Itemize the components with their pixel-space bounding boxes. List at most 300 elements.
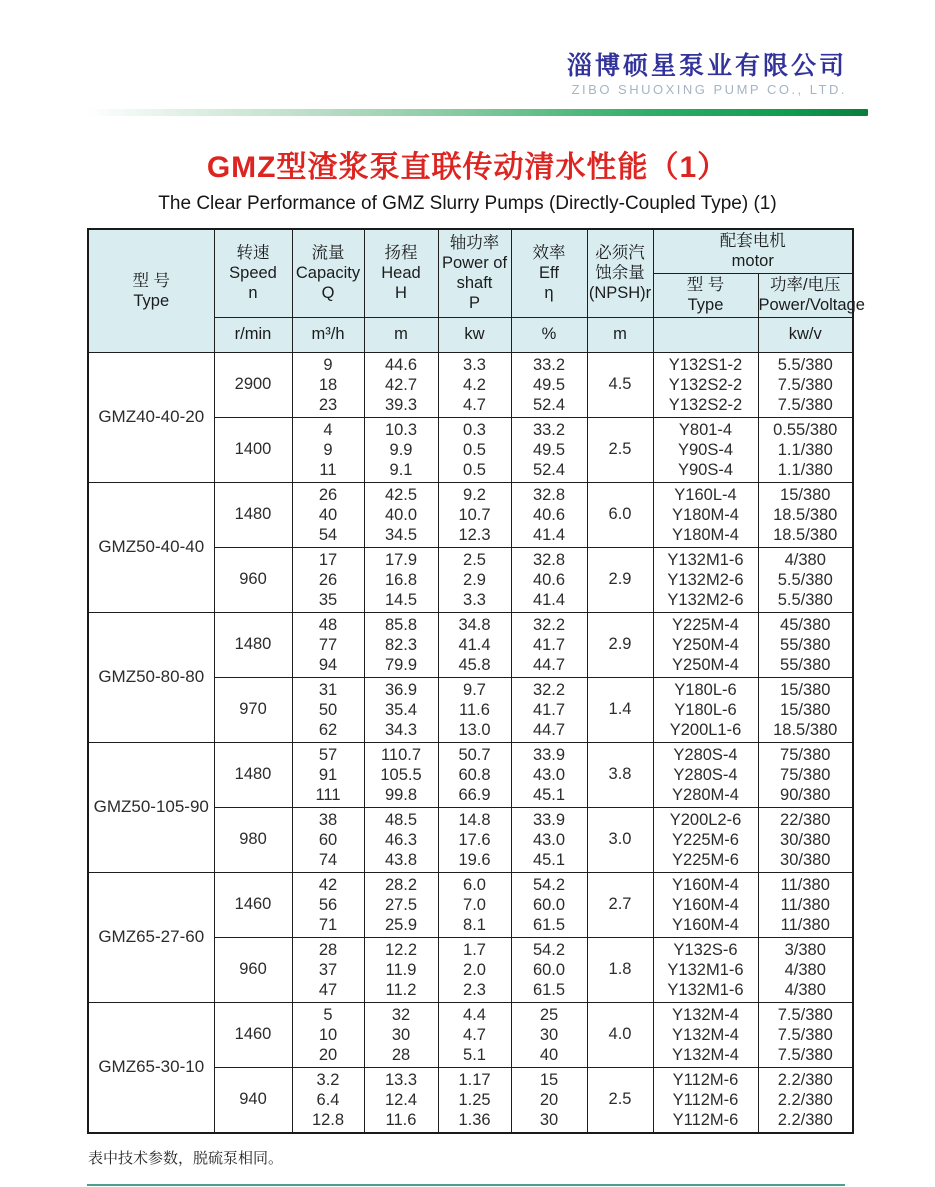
header-speed-sym: n (248, 284, 258, 303)
value-line: 2.2/380 (777, 1090, 833, 1109)
value-line: 31 (318, 680, 338, 699)
value-line: 54.2 (532, 875, 566, 894)
value-line: 26 (318, 485, 338, 504)
value-line: 22/380 (780, 810, 831, 829)
value-line: 35 (318, 590, 338, 609)
value-line: 48 (318, 615, 338, 634)
value-line: 35.4 (384, 700, 418, 719)
value-line: 9 (323, 355, 333, 374)
value-line: Y225M-6 (672, 850, 739, 869)
head-cell (364, 742, 438, 807)
value-line: 34.8 (458, 615, 491, 634)
shaft-power-cell (438, 417, 511, 482)
value-line: 44.7 (532, 655, 566, 674)
value-line: 61.5 (532, 915, 566, 934)
unit-motor-type (653, 317, 758, 352)
capacity-cell (292, 937, 364, 1002)
shaft-power-cell (438, 612, 511, 677)
value-line: 61.5 (532, 980, 566, 999)
value-line: 110.7 (380, 745, 422, 764)
value-line: 18.5/380 (773, 505, 838, 524)
value-line: 39.3 (384, 395, 418, 414)
capacity-cell (292, 1002, 364, 1067)
speed-cell: 1460 (214, 1002, 292, 1067)
value-line: 11.2 (385, 980, 417, 999)
value-line: 3.3 (463, 355, 486, 374)
value-line: 42 (318, 875, 338, 894)
value-line: 15/380 (780, 485, 831, 504)
value-line: Y280S-4 (673, 745, 738, 764)
value-line: 9 (323, 440, 333, 459)
capacity-cell (292, 352, 364, 417)
table-row (88, 352, 853, 417)
value-line: 40 (539, 1045, 559, 1064)
header-speed (214, 229, 292, 317)
value-line: 17 (318, 550, 338, 569)
value-line: Y160L-4 (674, 485, 737, 504)
table-body (88, 352, 853, 1133)
value-line: 90/380 (780, 785, 831, 804)
capacity-cell (292, 417, 364, 482)
value-line: 49.5 (532, 375, 566, 394)
header-motor-type-en: Type (687, 296, 724, 314)
capacity-cell (292, 872, 364, 937)
header-capacity-en: Capacity (295, 264, 361, 283)
value-line: Y132S2-2 (668, 395, 743, 414)
header-eff-sym: η (544, 284, 554, 303)
value-line: 40.6 (532, 505, 566, 524)
value-line: 54.2 (532, 940, 566, 959)
value-line: 11 (319, 460, 337, 479)
value-line: 0.5 (463, 440, 486, 459)
value-line: Y801-4 (678, 420, 733, 439)
motor-pv-cell (758, 872, 853, 937)
header-head (364, 229, 438, 317)
value-line: 11/380 (780, 915, 830, 934)
value-line: Y132M1-6 (667, 550, 744, 569)
motor-pv-cell (758, 612, 853, 677)
npsh-cell: 3.0 (587, 807, 653, 872)
value-line: 66.9 (458, 785, 491, 804)
header-head-cn: 扬程 (384, 244, 418, 263)
motor-type-cell (653, 937, 758, 1002)
value-line: 60.0 (532, 895, 566, 914)
motor-pv-cell (758, 937, 853, 1002)
value-line: Y132S2-2 (668, 375, 743, 394)
value-line: 33.9 (532, 810, 566, 829)
value-line: 52.4 (532, 395, 566, 414)
value-line: Y90S-4 (677, 440, 734, 459)
value-line: 46.3 (384, 830, 418, 849)
value-line: 28.2 (384, 875, 418, 894)
value-line: 42.7 (384, 375, 418, 394)
motor-pv-cell (758, 547, 853, 612)
head-cell (364, 482, 438, 547)
value-line: 32.2 (532, 680, 566, 699)
value-line: 33.2 (532, 420, 566, 439)
value-line: Y200L2-6 (669, 810, 742, 829)
value-line: 7.5/380 (777, 1005, 833, 1024)
head-cell (364, 612, 438, 677)
value-line: Y250M-4 (672, 655, 739, 674)
value-line: 3.3 (463, 590, 486, 609)
value-line: 12.8 (311, 1110, 345, 1129)
value-line: Y132M2-6 (667, 590, 744, 609)
value-line: 1.17 (458, 1070, 491, 1089)
motor-type-cell (653, 872, 758, 937)
value-line: Y132S-6 (673, 940, 738, 959)
value-line: 7.5/380 (777, 375, 833, 394)
value-line: 30 (539, 1110, 559, 1129)
value-line: 7.5/380 (777, 395, 833, 414)
header-motor-en: motor (731, 252, 774, 271)
value-line: Y132M2-6 (667, 570, 744, 589)
speed-cell: 960 (214, 937, 292, 1002)
value-line: 32 (391, 1005, 411, 1024)
value-line: 1.25 (458, 1090, 491, 1109)
value-line: 54 (318, 525, 338, 544)
footer-divider-line (87, 1184, 845, 1186)
table-row (88, 1002, 853, 1067)
value-line: 27.5 (384, 895, 418, 914)
value-line: 25.9 (384, 915, 418, 934)
value-line: 2.2/380 (777, 1110, 833, 1129)
header-speed-cn: 转速 (236, 244, 270, 263)
value-line: Y280S-4 (673, 765, 738, 784)
npsh-cell: 2.5 (587, 417, 653, 482)
capacity-cell (292, 547, 364, 612)
motor-pv-cell (758, 1067, 853, 1133)
value-line: 55/380 (780, 655, 831, 674)
model-cell: GMZ65-30-10 (88, 1002, 214, 1133)
motor-type-cell (653, 1067, 758, 1133)
shaft-power-cell (438, 482, 511, 547)
header-head-en: Head (381, 264, 421, 283)
value-line: 2.2/380 (777, 1070, 833, 1089)
value-line: 34.5 (384, 525, 418, 544)
head-cell (364, 547, 438, 612)
shaft-power-cell (438, 872, 511, 937)
value-line: 41.4 (532, 590, 566, 609)
value-line: 12.2 (384, 940, 418, 959)
value-line: Y160M-4 (672, 895, 739, 914)
npsh-cell: 4.5 (587, 352, 653, 417)
value-line: 9.9 (389, 440, 413, 459)
value-line: 18 (318, 375, 338, 394)
footer-note: 表中技术参数，脱硫泵相同。 (88, 1149, 284, 1167)
value-line: 30/380 (780, 830, 831, 849)
value-line: 45.1 (532, 850, 566, 869)
value-line: Y112M-6 (672, 1070, 739, 1089)
value-line: 11/380 (780, 875, 830, 894)
npsh-cell: 1.4 (587, 677, 653, 742)
header-capacity (292, 229, 364, 317)
shaft-power-cell (438, 1002, 511, 1067)
header-capacity-sym: Q (321, 284, 335, 303)
head-cell (364, 1067, 438, 1133)
value-line: 4 (323, 420, 333, 439)
company-name-cn: 淄博硕星泵业有限公司 (566, 52, 847, 80)
value-line: 33.2 (532, 355, 566, 374)
value-line: 77 (318, 635, 338, 654)
motor-type-cell (653, 612, 758, 677)
unit-npsh: m (587, 317, 653, 352)
value-line: 5.5/380 (777, 590, 833, 609)
motor-pv-cell (758, 482, 853, 547)
eff-cell (511, 742, 587, 807)
value-line: 42.5 (384, 485, 418, 504)
value-line: 75/380 (780, 765, 831, 784)
value-line: 23 (318, 395, 338, 414)
value-line: 56 (318, 895, 338, 914)
speed-cell: 970 (214, 677, 292, 742)
eff-cell (511, 807, 587, 872)
motor-pv-cell (758, 352, 853, 417)
header-motor (653, 229, 853, 273)
model-cell: GMZ50-80-80 (88, 612, 214, 742)
value-line: Y225M-6 (672, 830, 739, 849)
value-line: 14.5 (384, 590, 418, 609)
value-line: 4/380 (784, 550, 826, 569)
value-line: 60.8 (458, 765, 491, 784)
value-line: 0.3 (463, 420, 486, 439)
model-cell: GMZ50-105-90 (88, 742, 214, 872)
speed-cell: 940 (214, 1067, 292, 1133)
motor-type-cell (653, 482, 758, 547)
value-line: 43.0 (532, 830, 566, 849)
shaft-power-cell (438, 547, 511, 612)
value-line: 19.6 (458, 850, 491, 869)
eff-cell (511, 937, 587, 1002)
value-line: 49.5 (532, 440, 566, 459)
unit-shaft-power: kw (438, 317, 511, 352)
speed-cell: 1480 (214, 612, 292, 677)
eff-cell (511, 417, 587, 482)
value-line: Y180M-4 (672, 525, 739, 544)
value-line: 40 (318, 505, 338, 524)
speed-cell: 1480 (214, 742, 292, 807)
value-line: 37 (318, 960, 338, 979)
table-row (88, 742, 853, 807)
npsh-cell: 2.7 (587, 872, 653, 937)
capacity-cell (292, 677, 364, 742)
value-line: 1.36 (458, 1110, 491, 1129)
speed-cell: 980 (214, 807, 292, 872)
value-line: Y180M-4 (672, 505, 739, 524)
value-line: 34.3 (384, 720, 418, 739)
value-line: 94 (318, 655, 338, 674)
value-line: 45/380 (780, 615, 831, 634)
eff-cell (511, 547, 587, 612)
head-cell (364, 937, 438, 1002)
value-line: 4/380 (784, 980, 826, 999)
value-line: 41.7 (532, 635, 566, 654)
speed-cell: 1480 (214, 482, 292, 547)
value-line: 5.1 (463, 1045, 486, 1064)
value-line: 28 (391, 1045, 411, 1064)
motor-type-cell (653, 352, 758, 417)
header-npsh-cn2: 蚀余量 (595, 264, 645, 283)
model-cell: GMZ65-27-60 (88, 872, 214, 1002)
header-shaft-power (438, 229, 511, 317)
value-line: 30 (539, 1025, 559, 1044)
value-line: 1.7 (463, 940, 486, 959)
model-cell: GMZ40-40-20 (88, 352, 214, 482)
eff-cell (511, 612, 587, 677)
npsh-cell: 2.9 (587, 612, 653, 677)
header-motor-type (653, 273, 758, 317)
motor-pv-cell (758, 1002, 853, 1067)
capacity-cell (292, 612, 364, 677)
value-line: 99.8 (384, 785, 418, 804)
value-line: 15/380 (780, 700, 831, 719)
value-line: 33.9 (532, 745, 566, 764)
speed-cell: 960 (214, 547, 292, 612)
value-line: 44.7 (532, 720, 566, 739)
header-eff (511, 229, 587, 317)
value-line: Y132M1-6 (667, 960, 744, 979)
value-line: 2.3 (463, 980, 486, 999)
value-line: 4.2 (463, 375, 486, 394)
header-shaft-power-en1: Power of (441, 254, 508, 273)
value-line: 91 (318, 765, 338, 784)
value-line: Y280M-4 (672, 785, 739, 804)
value-line: 16.8 (384, 570, 418, 589)
value-line: 9.1 (389, 460, 413, 479)
unit-capacity: m³/h (292, 317, 364, 352)
value-line: Y250M-4 (672, 635, 739, 654)
header-shaft-power-en2: shaft (456, 274, 493, 293)
motor-pv-cell (758, 677, 853, 742)
value-line: 48.5 (384, 810, 418, 829)
value-line: 79.9 (384, 655, 418, 674)
speed-cell: 1460 (214, 872, 292, 937)
header-npsh-sym: (NPSH)r (588, 284, 652, 303)
value-line: 30 (391, 1025, 411, 1044)
value-line: 14.8 (458, 810, 491, 829)
unit-speed: r/min (214, 317, 292, 352)
motor-type-cell (653, 417, 758, 482)
head-cell (364, 872, 438, 937)
value-line: 75/380 (780, 745, 831, 764)
unit-head: m (364, 317, 438, 352)
value-line: 43.0 (532, 765, 566, 784)
company-header (0, 0, 935, 98)
value-line: 105.5 (380, 765, 422, 784)
value-line: 41.4 (458, 635, 491, 654)
speed-cell: 1400 (214, 417, 292, 482)
value-line: 8.1 (463, 915, 486, 934)
header-npsh (587, 229, 653, 317)
value-line: 32.8 (532, 485, 566, 504)
header-shaft-power-sym: P (468, 294, 480, 313)
value-line: 52.4 (532, 460, 566, 479)
shaft-power-cell (438, 937, 511, 1002)
value-line: 60.0 (532, 960, 566, 979)
value-line: 12.3 (458, 525, 491, 544)
shaft-power-cell (438, 1067, 511, 1133)
shaft-power-cell (438, 742, 511, 807)
value-line: 18.5/380 (773, 720, 838, 739)
value-line: 45.8 (458, 655, 491, 674)
value-line: 47 (318, 980, 338, 999)
header-motor-pv-cn: 功率/电压 (769, 276, 841, 294)
value-line: 43.8 (384, 850, 418, 869)
header-shaft-power-cn: 轴功率 (449, 234, 500, 253)
value-line: Y132M-4 (672, 1045, 739, 1064)
value-line: Y160M-4 (672, 875, 739, 894)
motor-type-cell (653, 807, 758, 872)
value-line: 41.4 (532, 525, 566, 544)
value-line: 38 (318, 810, 338, 829)
value-line: 30/380 (780, 850, 831, 869)
value-line: Y200L1-6 (669, 720, 742, 739)
motor-pv-cell (758, 807, 853, 872)
value-line: 60 (318, 830, 338, 849)
value-line: 45.1 (532, 785, 566, 804)
value-line: 20 (318, 1045, 338, 1064)
value-line: 2.5 (463, 550, 486, 569)
value-line: 40.6 (532, 570, 566, 589)
value-line: 5 (323, 1005, 333, 1024)
value-line: 41.7 (532, 700, 566, 719)
header-type (88, 229, 214, 352)
value-line: Y160M-4 (672, 915, 739, 934)
value-line: 11.9 (385, 960, 417, 979)
motor-type-cell (653, 742, 758, 807)
motor-pv-cell (758, 417, 853, 482)
value-line: 10 (318, 1025, 338, 1044)
company-name-en: ZIBO SHUOXING PUMP CO., LTD. (571, 82, 847, 97)
value-line: 0.55/380 (773, 420, 838, 439)
value-line: 11.6 (385, 1110, 417, 1129)
motor-type-cell (653, 677, 758, 742)
header-speed-en: Speed (229, 264, 277, 283)
value-line: 4.7 (463, 395, 486, 414)
value-line: Y132M-4 (672, 1005, 739, 1024)
value-line: 111 (315, 785, 341, 804)
header-eff-cn: 效率 (532, 244, 566, 263)
motor-pv-cell (758, 742, 853, 807)
header-eff-en: Eff (539, 264, 559, 283)
value-line: Y112M-6 (672, 1110, 739, 1129)
header-capacity-cn: 流量 (311, 244, 345, 263)
head-cell (364, 417, 438, 482)
shaft-power-cell (438, 807, 511, 872)
header-type-en: Type (133, 291, 170, 310)
header-motor-type-cn: 型 号 (686, 276, 725, 294)
unit-eff: % (511, 317, 587, 352)
value-line: Y90S-4 (677, 460, 734, 479)
eff-cell (511, 872, 587, 937)
head-cell (364, 677, 438, 742)
npsh-cell: 6.0 (587, 482, 653, 547)
head-cell (364, 1002, 438, 1067)
table-row (88, 612, 853, 677)
motor-type-cell (653, 1002, 758, 1067)
value-line: 4.7 (463, 1025, 486, 1044)
page-title: GMZ型渣浆泵直联传动清水性能（1） (206, 151, 729, 184)
value-line: 3/380 (784, 940, 826, 959)
value-line: 15 (539, 1070, 559, 1089)
header-divider-bar (85, 109, 868, 116)
eff-cell (511, 482, 587, 547)
value-line: 2.9 (463, 570, 486, 589)
value-line: 13.3 (384, 1070, 418, 1089)
table-row (88, 872, 853, 937)
value-line: 4.4 (463, 1005, 486, 1024)
npsh-cell: 2.5 (587, 1067, 653, 1133)
